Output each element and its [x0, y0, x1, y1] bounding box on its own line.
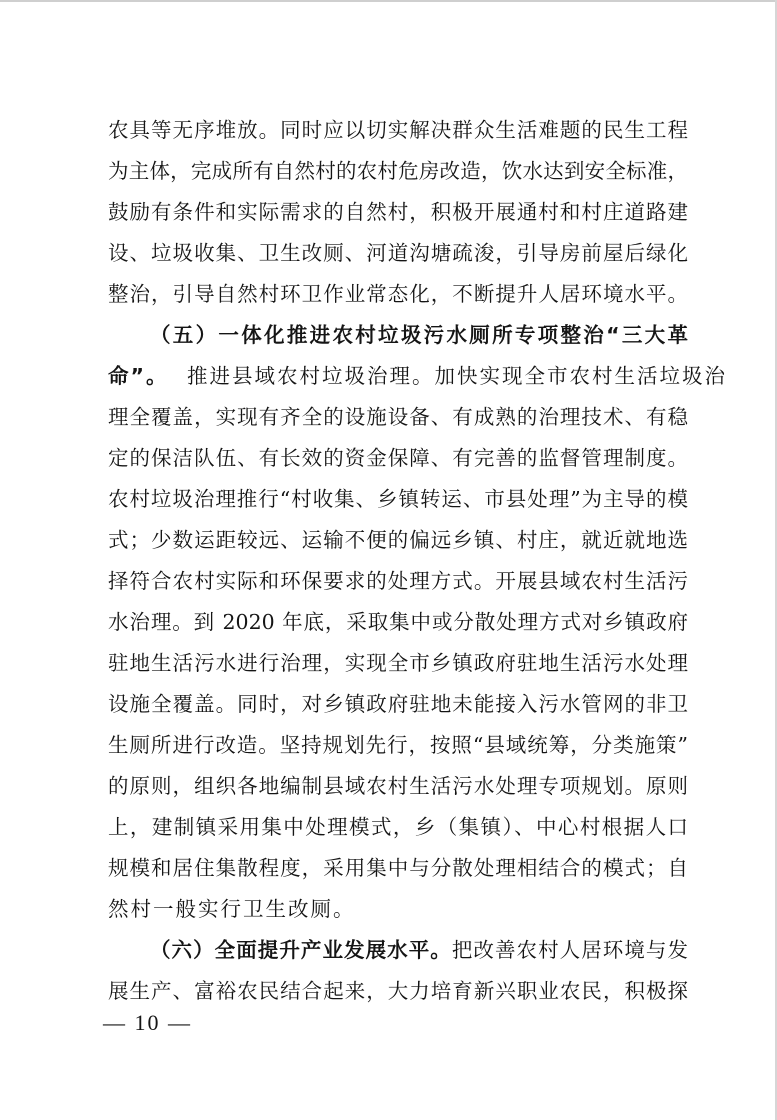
- paragraph-3-line-1-text: 把改善农村人居环境与发: [451, 938, 688, 962]
- paragraph-1-line-4: 设、垃圾收集、卫生改厕、河道沟塘疏浚，引导房前屋后绿化: [108, 241, 688, 265]
- paragraph-2-line-14: 规模和居住集散程度，采用集中与分散处理相结合的模式；自: [108, 856, 688, 880]
- scan-edge-top: [0, 0, 777, 2]
- paragraph-2-line-12: 的原则，组织各地编制县域农村生活污水处理专项规划。原则: [108, 774, 688, 798]
- paragraph-2-line-7: 择符合农村实际和环保要求的处理方式。开展县域农村生活污: [108, 569, 688, 593]
- paragraph-1-line-3: 鼓励有条件和实际需求的自然村，积极开展通村和村庄道路建: [108, 200, 688, 224]
- paragraph-3-heading-line: [108, 930, 688, 971]
- paragraph-2-line-9: 驻地生活污水进行治理，实现全市乡镇政府驻地生活污水处理: [108, 651, 688, 675]
- paragraph-3-line-2: 展生产、富裕农民结合起来，大力培育新兴职业农民，积极探: [108, 979, 688, 1003]
- paragraph-2-line-5: 农村垃圾治理推行“村收集、乡镇转运、市县处理”为主导的模: [108, 487, 688, 511]
- paragraph-2-line-11: 生厕所进行改造。坚持规划先行，按照“县域统筹，分类施策”: [108, 733, 688, 757]
- paragraph-2-line-3: 理全覆盖，实现有齐全的设施设备、有成熟的治理技术、有稳: [108, 405, 688, 429]
- page-number: — 10 —: [103, 1010, 192, 1035]
- section-5-heading-end: 命”。: [108, 364, 169, 388]
- document-body: [108, 110, 728, 1012]
- paragraph-1-line-2: 为主体，完成所有自然村的农村危房改造，饮水达到安全标准，: [108, 159, 688, 183]
- paragraph-1-line-1: 农具等无序堆放。同时应以切实解决群众生活难题的民生工程: [108, 118, 688, 142]
- paragraph-2-line-4: 定的保洁队伍、有长效的资金保障、有完善的监督管理制度。: [108, 446, 688, 470]
- paragraph-2-line-15: 然村一般实行卫生改厕。: [108, 897, 356, 921]
- paragraph-2-line-13: 上，建制镇采用集中处理模式，乡（集镇）、中心村根据人口: [108, 815, 688, 839]
- paragraph-2-line-6: 式；少数运距较远、运输不便的偏远乡镇、村庄，就近就地选: [108, 528, 688, 552]
- paragraph-2-line-8: 水治理。到 2020 年底，采取集中或分散处理方式对乡镇政府: [108, 610, 688, 634]
- paragraph-2-heading-line: [108, 315, 688, 356]
- paragraph-1-line-5: 整治，引导自然村环卫作业常态化，不断提升人居环境水平。: [108, 282, 688, 306]
- paragraph-2-line-10: 设施全覆盖。同时，对乡镇政府驻地未能接入污水管网的非卫: [108, 692, 688, 716]
- section-6-heading: （六）全面提升产业发展水平。: [150, 938, 452, 962]
- paragraph-2-line-2: [108, 356, 728, 397]
- paragraph-2-line-2-text: 推进县域农村垃圾治理。加快实现全市农村生活垃圾治: [187, 364, 728, 388]
- section-5-heading: （五）一体化推进农村垃圾污水厕所专项整治“三大革: [150, 323, 688, 347]
